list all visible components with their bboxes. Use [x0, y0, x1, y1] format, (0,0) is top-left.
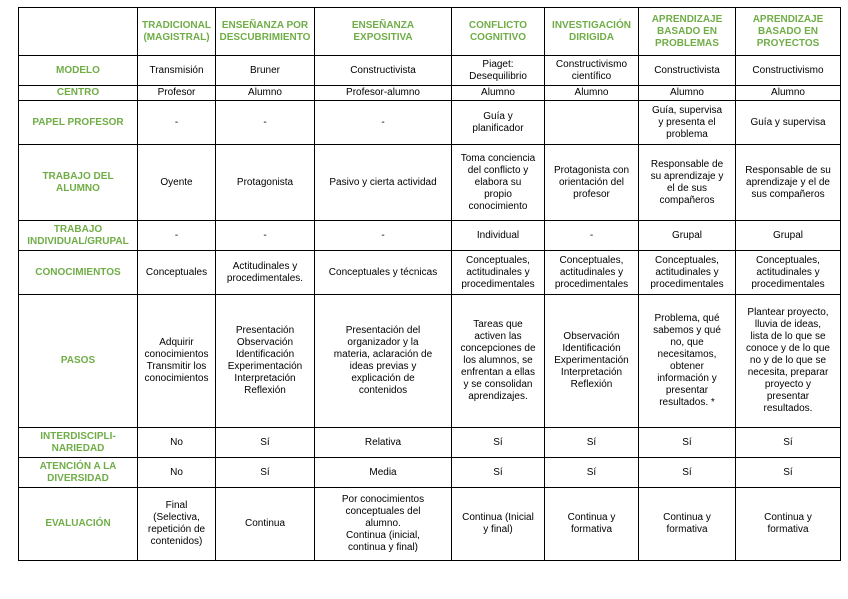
table-row — [19, 458, 841, 488]
row-header: EVALUACIÓN — [19, 488, 138, 561]
table-cell: Toma conciencia del conflicto y elabora su propio conocimiento — [452, 145, 545, 221]
column-header: CONFLICTO COGNITIVO — [452, 8, 545, 56]
table-cell: Sí — [545, 428, 639, 458]
table-cell: - — [315, 221, 452, 251]
table-cell: Responsable de su aprendizaje y el de sus compañeros — [736, 145, 841, 221]
table-cell: Guía y supervisa — [736, 101, 841, 145]
table-row — [19, 251, 841, 295]
row-header: PASOS — [19, 295, 138, 428]
table-cell: Problema, qué sabemos y qué no, que necesitamos, obtener información y presentar resultados. * — [639, 295, 736, 428]
table-cell: Oyente — [138, 145, 216, 221]
row-header: ATENCIÓN A LA DIVERSIDAD — [19, 458, 138, 488]
table-cell — [545, 101, 639, 145]
table-cell: Alumno — [639, 86, 736, 101]
table-cell: No — [138, 458, 216, 488]
header-row — [19, 8, 841, 56]
table-cell: Profesor-alumno — [315, 86, 452, 101]
table-cell: Grupal — [736, 221, 841, 251]
row-header: TRABAJO INDIVIDUAL/GRUPAL — [19, 221, 138, 251]
table-cell: Continua y formativa — [545, 488, 639, 561]
methodology-comparison-table — [18, 7, 841, 561]
table-cell: Presentación Observación Identificación Experimentación Interpretación Reflexión — [216, 295, 315, 428]
table-cell: Sí — [452, 428, 545, 458]
table-cell: Continua — [216, 488, 315, 561]
row-header: INTERDISCIPLI- NARIEDAD — [19, 428, 138, 458]
table-cell: - — [138, 101, 216, 145]
table-cell: Tareas que activen las concepciones de los alumnos, se enfrentan a ellas y se consolidan aprendizajes. — [452, 295, 545, 428]
table-cell: Constructivismo científico — [545, 56, 639, 86]
table-cell: Constructivismo — [736, 56, 841, 86]
table-cell: Alumno — [545, 86, 639, 101]
table-cell: Continua (Inicial y final) — [452, 488, 545, 561]
table-cell: Profesor — [138, 86, 216, 101]
table-cell: - — [216, 101, 315, 145]
table-cell: Constructivista — [315, 56, 452, 86]
table-row — [19, 56, 841, 86]
table-cell: Final (Selectiva, repetición de contenidos) — [138, 488, 216, 561]
table-cell: Media — [315, 458, 452, 488]
table-cell: - — [315, 101, 452, 145]
table-cell: Protagonista con orientación del profesor — [545, 145, 639, 221]
table-cell: Protagonista — [216, 145, 315, 221]
table-row — [19, 488, 841, 561]
table-cell: Transmisión — [138, 56, 216, 86]
column-header: ENSEÑANZA EXPOSITIVA — [315, 8, 452, 56]
table-cell: Conceptuales, actitudinales y procedimentales — [639, 251, 736, 295]
column-header: APRENDIZAJE BASADO EN PROYECTOS — [736, 8, 841, 56]
table-cell: Relativa — [315, 428, 452, 458]
table-cell: Conceptuales — [138, 251, 216, 295]
table-cell: Presentación del organizador y la materia, aclaración de ideas previas y explicación de contenidos — [315, 295, 452, 428]
table-cell: Sí — [736, 458, 841, 488]
table-cell: - — [545, 221, 639, 251]
column-header: INVESTIGACIÓN DIRIGIDA — [545, 8, 639, 56]
table-cell: Por conocimientos conceptuales del alumno. Continua (inicial, continua y final) — [315, 488, 452, 561]
column-header: ENSEÑANZA POR DESCUBRIMIENTO — [216, 8, 315, 56]
table-cell: Guía y planificador — [452, 101, 545, 145]
row-header: PAPEL PROFESOR — [19, 101, 138, 145]
table-cell: Conceptuales y técnicas — [315, 251, 452, 295]
row-header: CONOCIMIENTOS — [19, 251, 138, 295]
table-cell: Sí — [216, 458, 315, 488]
table-cell: Continua y formativa — [736, 488, 841, 561]
table-cell: Plantear proyecto, lluvia de ideas, lista de lo que se conoce y de lo que no y de lo que se necesita, preparar proyecto y presentar resultados. — [736, 295, 841, 428]
table-cell: Adquirir conocimientos Transmitir los conocimientos — [138, 295, 216, 428]
table-cell: Conceptuales, actitudinales y procedimentales — [736, 251, 841, 295]
table-row — [19, 221, 841, 251]
table-cell: Constructivista — [639, 56, 736, 86]
table-cell: Sí — [639, 458, 736, 488]
row-header: CENTRO — [19, 86, 138, 101]
table-cell: - — [216, 221, 315, 251]
table-cell: Conceptuales, actitudinales y procedimentales — [545, 251, 639, 295]
table-cell: Bruner — [216, 56, 315, 86]
table-cell: Grupal — [639, 221, 736, 251]
table-row — [19, 428, 841, 458]
table-cell: Guía, supervisa y presenta el problema — [639, 101, 736, 145]
table-row — [19, 101, 841, 145]
column-header: TRADICIONAL (MAGISTRAL) — [138, 8, 216, 56]
table-cell: Alumno — [736, 86, 841, 101]
table-cell: Conceptuales, actitudinales y procedimentales — [452, 251, 545, 295]
table-row — [19, 86, 841, 101]
table-cell: Sí — [452, 458, 545, 488]
table-cell: No — [138, 428, 216, 458]
table-cell: Continua y formativa — [639, 488, 736, 561]
table-row — [19, 295, 841, 428]
corner-cell — [19, 8, 138, 56]
table-cell: Alumno — [452, 86, 545, 101]
table-cell: Sí — [216, 428, 315, 458]
table-cell: Actitudinales y procedimentales. — [216, 251, 315, 295]
row-header: TRABAJO DEL ALUMNO — [19, 145, 138, 221]
table-cell: Sí — [545, 458, 639, 488]
table-cell: Alumno — [216, 86, 315, 101]
table-cell: Individual — [452, 221, 545, 251]
table-cell: - — [138, 221, 216, 251]
column-header: APRENDIZAJE BASADO EN PROBLEMAS — [639, 8, 736, 56]
table-cell: Responsable de su aprendizaje y el de sus compañeros — [639, 145, 736, 221]
table-cell: Sí — [736, 428, 841, 458]
table-cell: Piaget: Desequilibrio — [452, 56, 545, 86]
row-header: MODELO — [19, 56, 138, 86]
table-cell: Sí — [639, 428, 736, 458]
table-cell: Observación Identificación Experimentación Interpretación Reflexión — [545, 295, 639, 428]
table-cell: Pasivo y cierta actividad — [315, 145, 452, 221]
table-row — [19, 145, 841, 221]
